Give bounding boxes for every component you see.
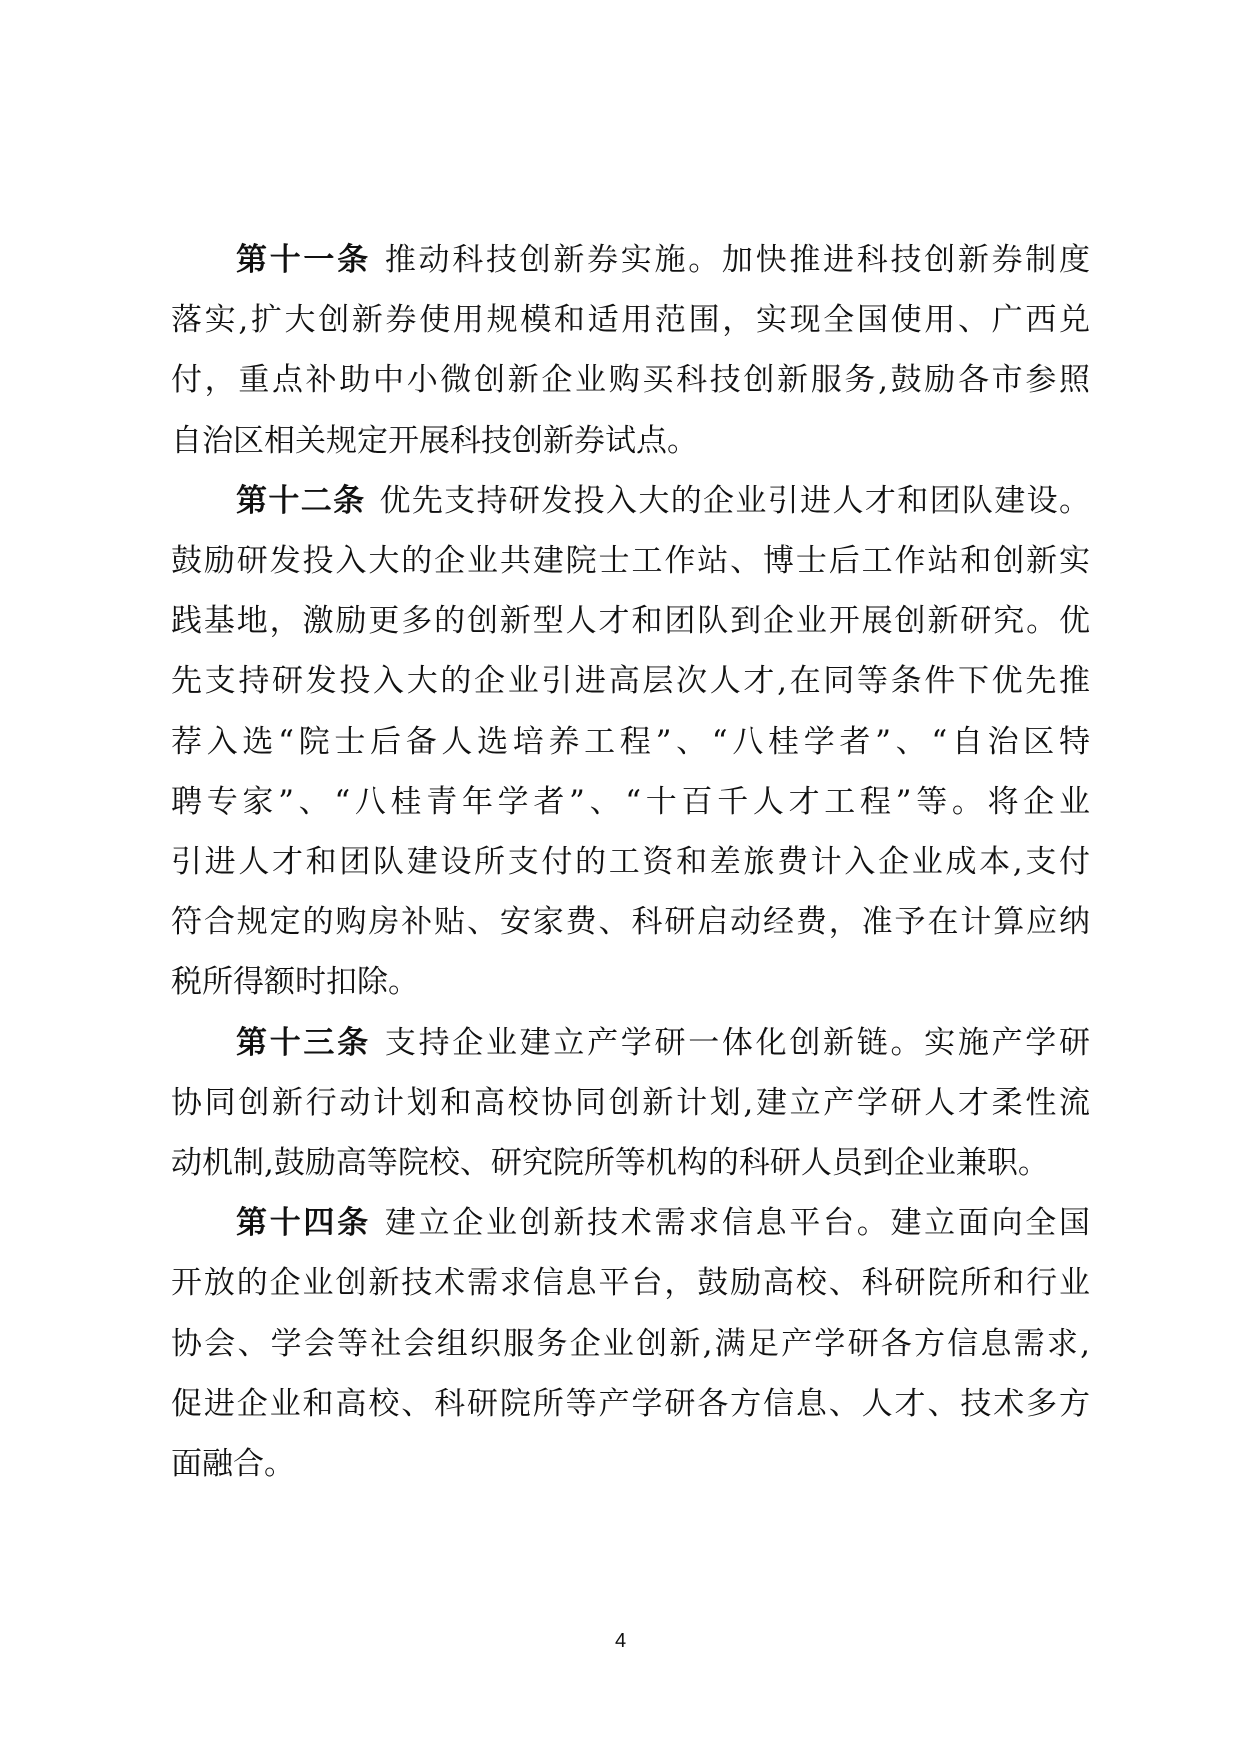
article-text: 践基地，激励更多的创新型人才和团队到企业开展创新研究。优 xyxy=(171,603,1090,640)
article-text: 引进人才和团队建设所支付的工资和差旅费计入企业成本,支付 xyxy=(171,844,1090,880)
article-text: 建立企业创新技术需求信息平台。建立面向全国 xyxy=(384,1205,1091,1242)
article-text: 符合规定的购房补贴、安家费、科研启动经费，准予在计算应纳 xyxy=(171,904,1090,941)
article-line xyxy=(171,892,1090,952)
article-heading: 第十四条 xyxy=(236,1205,371,1242)
article-first-line xyxy=(236,471,1090,531)
article-text: 荐入选“院士后备人选培养工程”、“八桂学者”、“自治区特 xyxy=(171,723,1090,760)
article-text: 推动科技创新券实施。加快推进科技创新券制度 xyxy=(384,242,1091,278)
article-text: 优先支持研发投入大的企业引进人才和团队建设。 xyxy=(379,482,1091,519)
article-text: 支持企业建立产学研一体化创新链。实施产学研 xyxy=(384,1024,1091,1061)
article-heading: 第十一条 xyxy=(236,242,371,278)
article-text: 先支持研发投入大的企业引进高层次人才,在同等条件下优先推 xyxy=(171,663,1090,700)
article-line xyxy=(171,531,1090,591)
article-first-line xyxy=(236,1013,1090,1073)
article-line xyxy=(171,1133,1090,1193)
article-text: 面融合。 xyxy=(171,1446,295,1482)
article-heading: 第十二条 xyxy=(236,482,366,519)
article-first-line xyxy=(236,1193,1090,1253)
article-text: 自治区相关规定开展科技创新券试点。 xyxy=(171,422,698,459)
article-first-line xyxy=(236,230,1090,290)
article-line xyxy=(171,591,1090,651)
article-line xyxy=(171,350,1090,410)
article-line xyxy=(171,1314,1090,1374)
article-line xyxy=(171,1434,1090,1494)
article-text: 聘专家”、“八桂青年学者”、“十百千人才工程”等。将企业 xyxy=(171,783,1090,820)
article-text: 开放的企业创新技术需求信息平台，鼓励高校、科研院所和行业 xyxy=(171,1265,1090,1302)
article-line xyxy=(171,290,1090,350)
article-text: 促进企业和高校、科研院所等产学研各方信息、人才、技术多方 xyxy=(171,1385,1090,1422)
article-heading: 第十三条 xyxy=(236,1024,371,1061)
article-line xyxy=(171,1253,1090,1313)
article-text: 付，重点补助中小微创新企业购买科技创新服务,鼓励各市参照 xyxy=(171,362,1090,399)
article-line xyxy=(171,1073,1090,1133)
article-line xyxy=(171,952,1090,1012)
article-line xyxy=(171,772,1090,832)
article-line xyxy=(171,1374,1090,1434)
article-text: 鼓励研发投入大的企业共建院士工作站、博士后工作站和创新实 xyxy=(171,543,1090,579)
article-text: 税所得额时扣除。 xyxy=(171,964,419,1001)
article-line xyxy=(171,712,1090,772)
page-number: 4 xyxy=(614,1630,627,1652)
article-text: 协会、学会等社会组织服务企业创新,满足产学研各方信息需求, xyxy=(171,1325,1090,1362)
article-line xyxy=(171,651,1090,711)
article-text: 动机制,鼓励高等院校、研究院所等机构的科研人员到企业兼职。 xyxy=(171,1145,1049,1181)
article-line xyxy=(171,832,1090,892)
article-text: 落实,扩大创新券使用规模和适用范围，实现全国使用、广西兑 xyxy=(171,302,1090,339)
article-text: 协同创新行动计划和高校协同创新计划,建立产学研人才柔性流 xyxy=(171,1084,1090,1121)
article-line xyxy=(171,411,1090,471)
